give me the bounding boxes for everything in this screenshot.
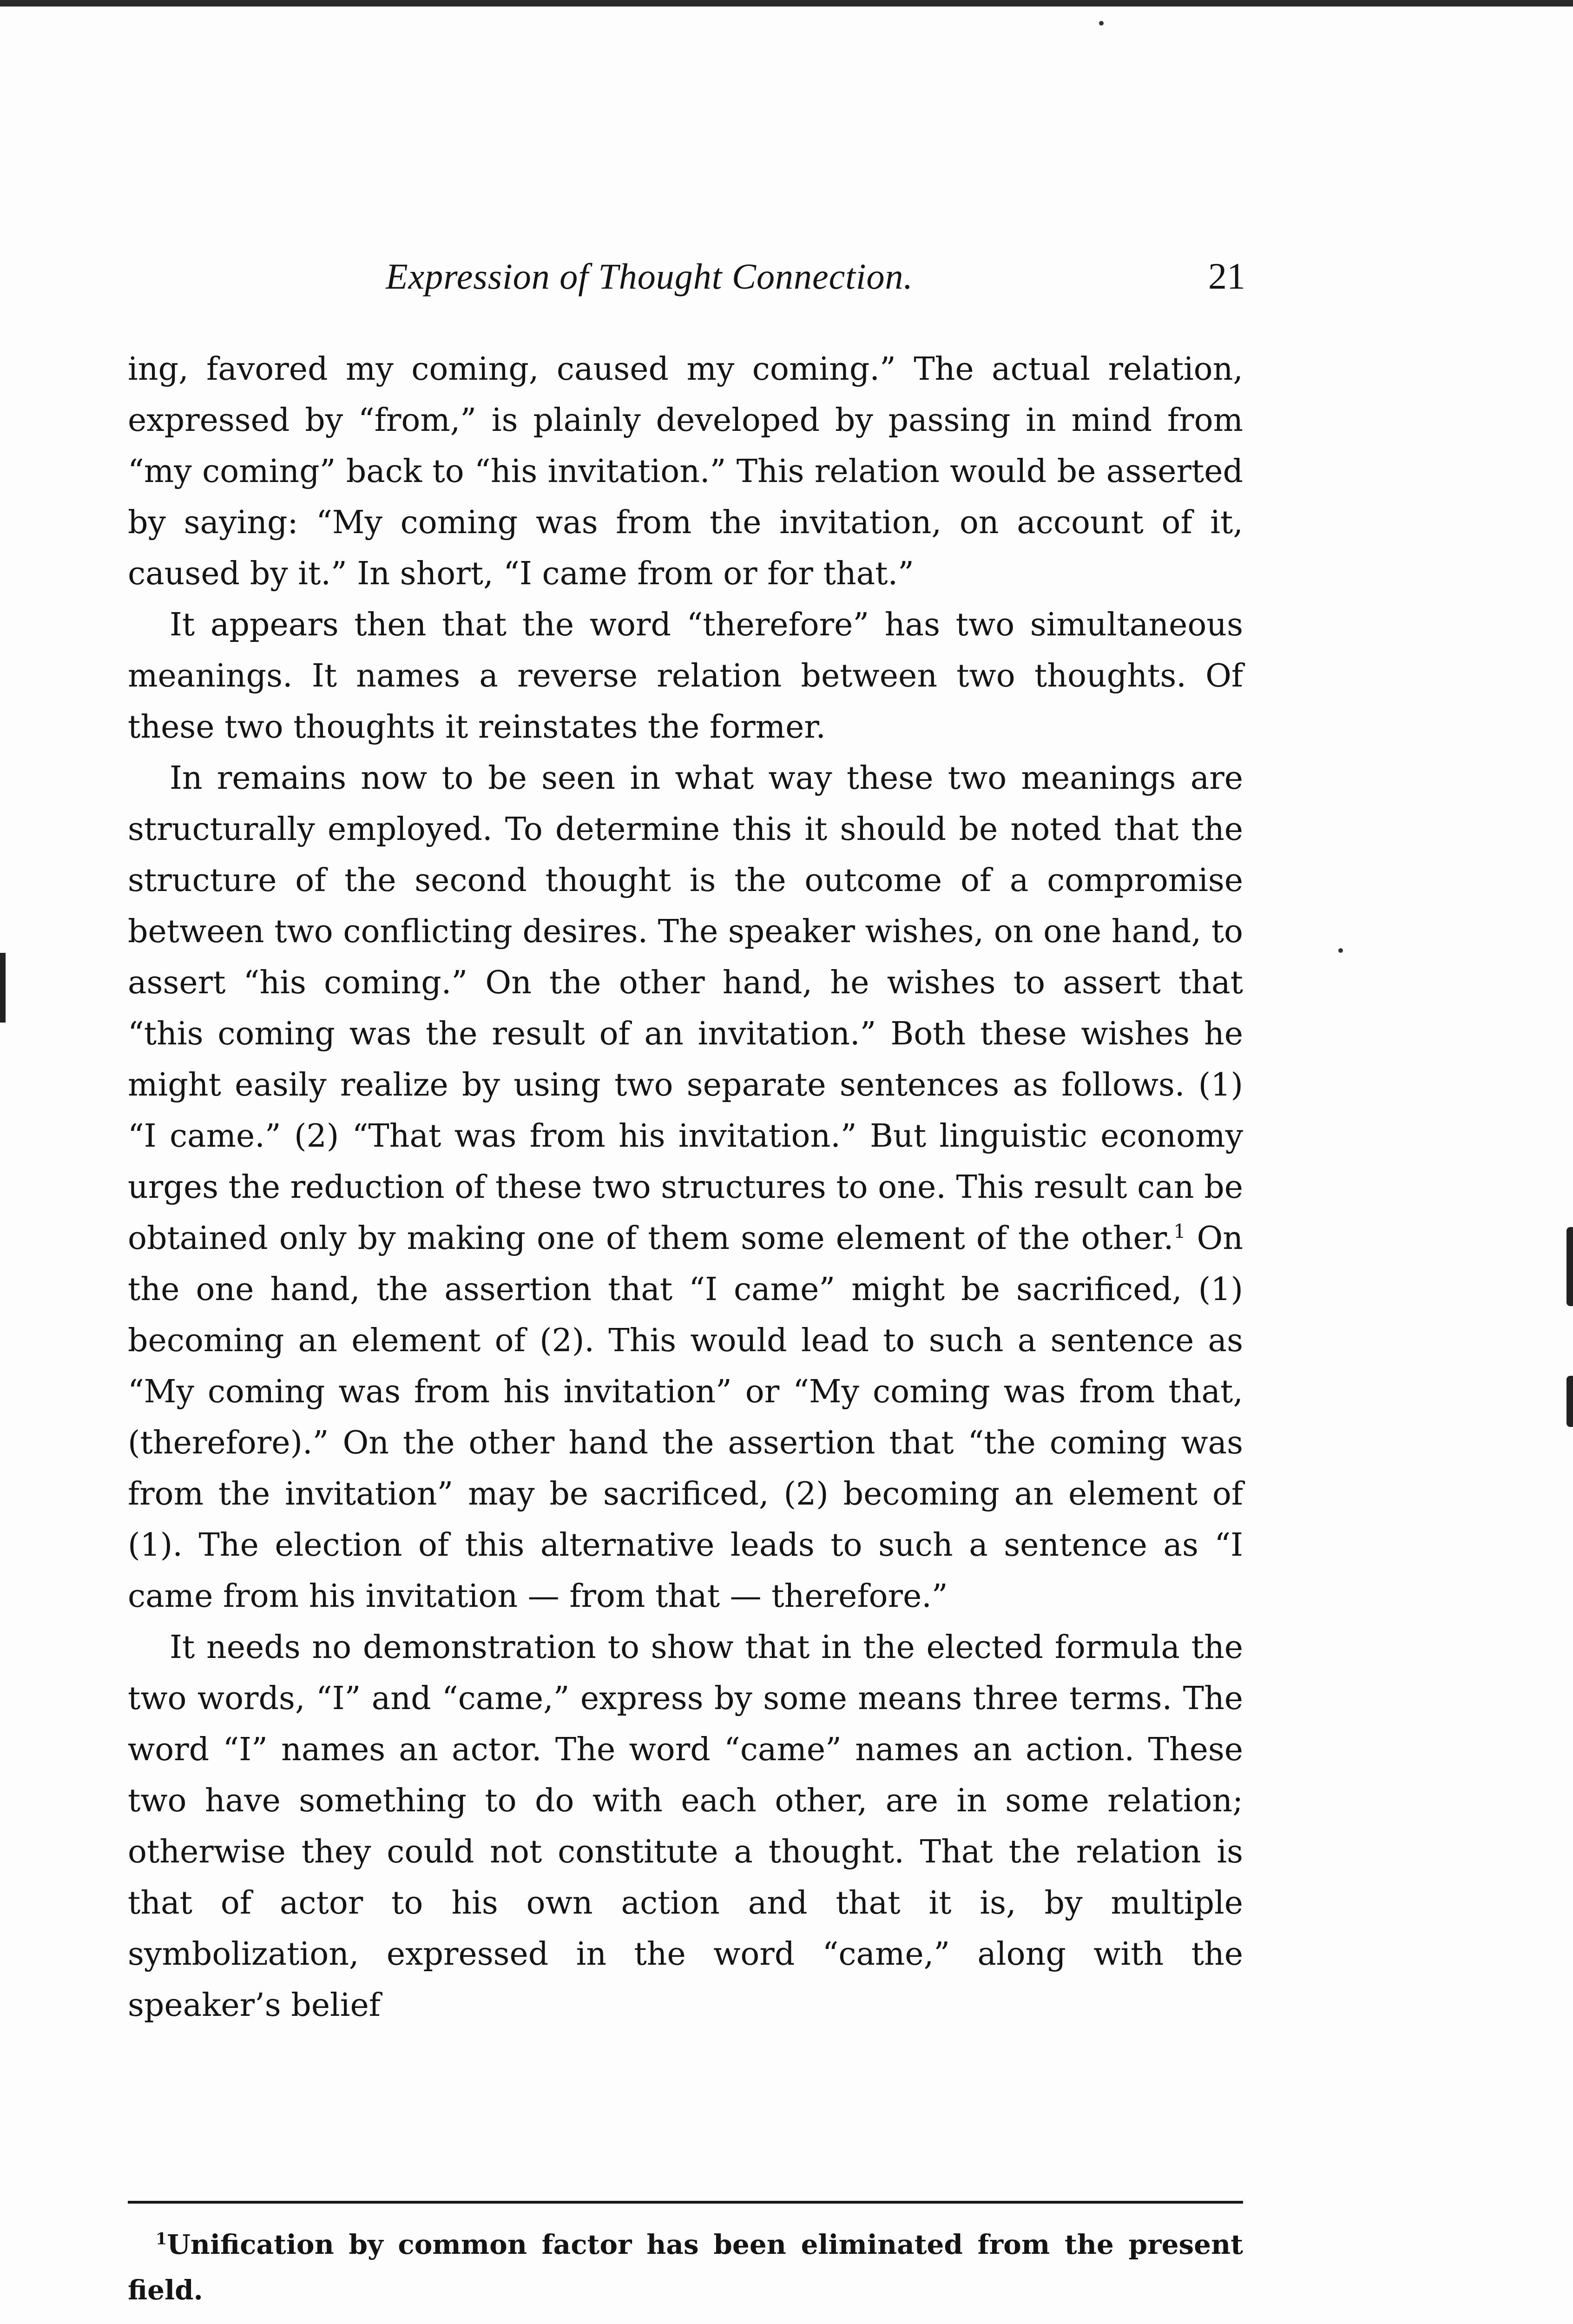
paragraph [128,1622,1243,2031]
footnote-marker: 1 [156,2229,167,2249]
scan-margin-mark [1566,1376,1573,1427]
footnote-text: Unification by common factor has been eliminated from the present field. [128,2229,1243,2306]
scan-margin-mark [1566,1227,1573,1306]
footnote-divider [128,2201,1243,2204]
running-head: Expression of Thought Connection. [386,256,914,297]
paragraph-text: It needs no demonstration to show that in the elected formula the two words, “I” and “came,” express by some means three terms. The word “I” names an actor. The word “came” names an action. These two have something to do with each other, are in some relation; otherwise they could not constitute a thought. That the relation is that of actor to his own action and that it is, by multiple symbolization, expressed in the word “came,” along with the speaker’s belief [128,1629,1243,2024]
paragraph-text: In remains now to be seen in what way these two meanings are structurally employed. To determine this it should be noted that the structure of the second thought is the outcome of a compromise between two conflicting desires. The speaker wishes, on one hand, to assert “his coming.” On the other hand, he wishes to assert that “this coming was the result of an invitation.” Both these wishes he might easily realize by using two separate sentences as follows. (1) “I came.” (2) “That was from his invitation.” But linguistic economy urges the reduction of these two structures to one. This result can be obtained only by making one of them some element of the other. [128,760,1243,1257]
paragraph-continuation [128,344,1243,600]
footnote-reference: 1 [1173,1220,1186,1243]
page-number: 21 [1208,256,1245,297]
scan-speck [1338,948,1343,953]
scan-margin-mark [0,953,6,1023]
footnote [128,2222,1243,2313]
paragraph-text: It appears then that the word “therefore” has two simultaneous meanings. It names a reverse relation between two thoughts. Of these two thoughts it reinstates the former. [128,607,1243,746]
scan-top-edge [0,0,1573,7]
paragraph [128,753,1243,1622]
paragraph [128,600,1243,753]
body-text [128,344,1243,2031]
scan-speck [1099,21,1104,26]
paragraph-text: ing, favored my coming, caused my coming.” The actual relation, expressed by “from,” is plainly developed by passing in mind from “my coming” back to “his invitation.” This relation would be asserted by saying: “My coming was from the invitation, on account of it, caused by it.” In short, “I came from or for that.” [128,351,1243,592]
page-header [125,251,1245,302]
paragraph-text: On the one hand, the assertion that “I came” might be sacrificed, (1) becoming an element of (2). This would lead to such a sentence as “My coming was from his invitation” or “My coming was from that, (therefore).” On the other hand the assertion that “the coming was from the invitation” may be sacrificed, (2) becoming an element of (1). The election of this alternative leads to such a sentence as “I came from his invitation — from that — therefore.” [128,1220,1243,1615]
